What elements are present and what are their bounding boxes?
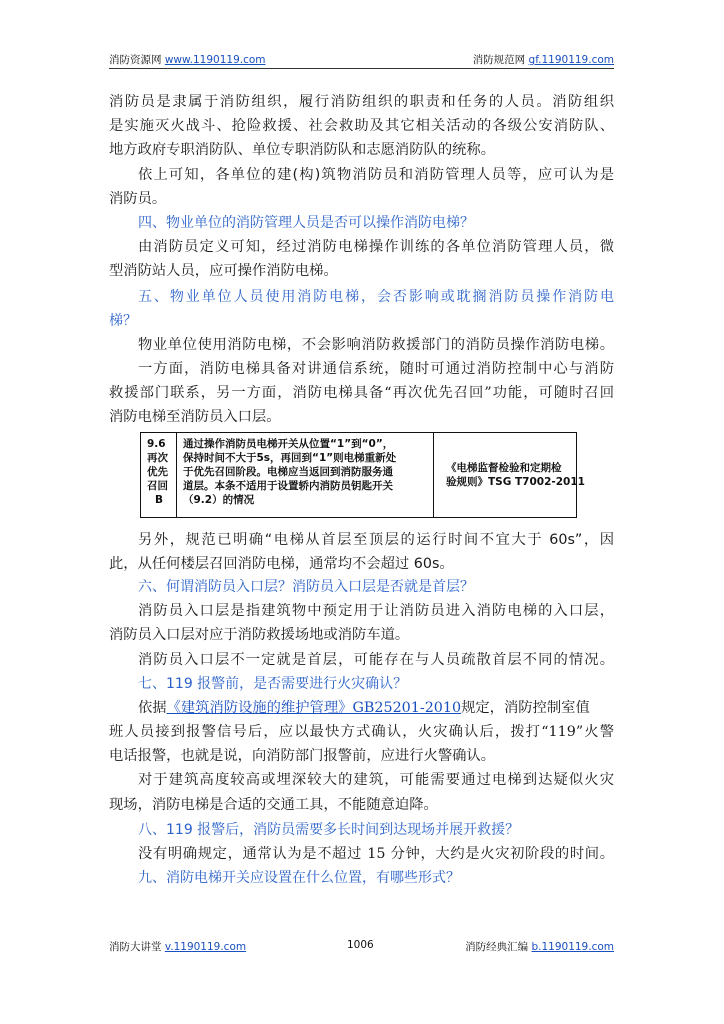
section-heading-7: 七、119 报警前，是否需要进行火灾确认？ bbox=[138, 676, 408, 692]
header-right-link[interactable]: gf.1190119.com bbox=[528, 54, 614, 66]
paragraph-line: 是实施灭火战斗、抢险救援、社会救助及其它相关活动的各级公安消防队、 bbox=[109, 118, 614, 134]
paragraph-line: 电话报警，也就是说，向消防部门报警前，应进行火警确认。 bbox=[109, 748, 496, 764]
paragraph-line: 消防电梯至消防员入口层。 bbox=[109, 409, 281, 425]
header-left-label: 消防资源网 bbox=[109, 54, 162, 66]
table-text-cell bbox=[177, 433, 434, 517]
footer-left bbox=[109, 939, 246, 954]
regulation-table bbox=[140, 432, 585, 518]
paragraph-line: 没有明确规定，通常认为是不超过 15 分钟，大约是火灾初阶段的时间。 bbox=[138, 846, 614, 862]
paragraph-line: 现场，消防电梯是合适的交通工具，不能随意迫降。 bbox=[109, 797, 438, 813]
footer-left-label: 消防大讲堂 bbox=[109, 941, 162, 953]
paragraph-line: 依上可知，各单位的建(构)筑物消防员和消防管理人员等，应可认为是 bbox=[138, 167, 614, 183]
paragraph-line: 对于建筑高度较高或埋深较大的建筑，可能需要通过电梯到达疑似火灾 bbox=[138, 772, 614, 788]
clause-text-line: （9.2）的情况 bbox=[183, 494, 255, 506]
header-right-label: 消防规范网 bbox=[472, 54, 526, 66]
paragraph-line: 型消防站人员，应可操作消防电梯。 bbox=[109, 263, 338, 279]
clause-line: 优先 bbox=[147, 466, 168, 478]
page-number: 1006 bbox=[347, 939, 374, 951]
clause-text-line: 于优先召回阶段。电梯应当返回到消防服务通 bbox=[183, 466, 393, 478]
page-header bbox=[109, 52, 614, 69]
section-heading-6: 六、何谓消防员入口层？消防员入口层是否就是首层？ bbox=[138, 579, 474, 595]
paragraph-line: 地方政府专职消防队、单位专职消防队和志愿消防队的统称。 bbox=[109, 142, 496, 158]
clause-text-line: 保持时间不大于5s，再回到“1”则电梯重新处 bbox=[183, 452, 397, 464]
source-line: 《电梯监督检验和定期检 bbox=[446, 462, 562, 474]
cite-prefix: 依据 bbox=[138, 700, 167, 716]
header-right bbox=[473, 52, 614, 67]
paragraph-line: 消防员入口层不一定就是首层，可能存在与人员疏散首层不同的情况。 bbox=[138, 652, 614, 668]
header-left bbox=[109, 52, 266, 67]
section-heading-5: 五、物业单位人员使用消防电梯，会否影响或耽搁消防员操作消防电 bbox=[138, 289, 614, 305]
paragraph-line: 救援部门联系，另一方面，消防电梯具备“再次优先召回”功能，可随时召回 bbox=[109, 385, 614, 401]
paragraph-line: 物业单位使用消防电梯，不会影响消防救援部门的消防员操作消防电梯。 bbox=[138, 337, 614, 353]
paragraph-line: 此，从任何楼层召回消防电梯，通常均不会超过 60s。 bbox=[109, 556, 454, 572]
header-left-link[interactable]: www.1190119.com bbox=[164, 54, 266, 66]
paragraph-line bbox=[138, 696, 614, 720]
paragraph-line: 班人员接到报警信号后，应以最快方式确认，火灾确认后，拨打“119”火警 bbox=[109, 724, 614, 740]
paragraph-line: 一方面，消防电梯具备对讲通信系统，随时可通过消防控制中心与消防 bbox=[138, 361, 614, 377]
paragraph-line: 消防员是隶属于消防组织，履行消防组织的职责和任务的人员。消防组织 bbox=[109, 94, 614, 110]
footer-left-link[interactable]: v.1190119.com bbox=[164, 941, 247, 953]
section-heading-4: 四、物业单位的消防管理人员是否可以操作消防电梯？ bbox=[138, 215, 474, 231]
cite-suffix: 规定，消防控制室值 bbox=[461, 700, 590, 716]
footer-right-link[interactable]: b.1190119.com bbox=[531, 941, 614, 953]
clause-text-line: 道层。本条不适用于设置轿内消防员钥匙开关 bbox=[183, 480, 393, 492]
table-source-cell bbox=[434, 433, 585, 517]
paragraph-line: 消防员。 bbox=[109, 191, 167, 207]
clause-line: B bbox=[155, 494, 164, 506]
footer-right-label: 消防经典汇编 bbox=[465, 941, 529, 953]
paragraph-line: 消防员入口层是指建筑物中预定用于让消防员进入消防电梯的入口层， bbox=[138, 603, 614, 619]
paragraph-line: 由消防员定义可知，经过消防电梯操作训练的各单位消防管理人员，微 bbox=[138, 239, 614, 255]
page-footer bbox=[109, 939, 614, 955]
source-line: 验规则》TSG T7002-2011 bbox=[446, 476, 585, 488]
section-heading-8: 八、119 报警后，消防员需要多长时间到达现场并展开救援？ bbox=[138, 822, 520, 838]
footer-right bbox=[465, 939, 614, 954]
clause-line: 9.6 bbox=[147, 438, 166, 450]
paragraph-line: 另外，规范已明确“电梯从首层至顶层的运行时间不宜大于 60s”，因 bbox=[138, 532, 614, 548]
section-heading-5-cont: 梯？ bbox=[109, 313, 137, 329]
standard-link[interactable]: 《建筑消防设施的维护管理》GB25201-2010 bbox=[166, 700, 462, 716]
paragraph-line: 消防员入口层对应于消防救援场地或消防车道。 bbox=[109, 627, 410, 643]
section-heading-9: 九、消防电梯开关应设置在什么位置，有哪些形式？ bbox=[138, 870, 460, 886]
clause-line: 再次 bbox=[147, 452, 168, 464]
clause-line: 召回 bbox=[147, 480, 168, 492]
table-clause-cell bbox=[141, 433, 177, 517]
clause-text-line: 通过操作消防员电梯开关从位置“1”到“0”， bbox=[183, 438, 394, 450]
